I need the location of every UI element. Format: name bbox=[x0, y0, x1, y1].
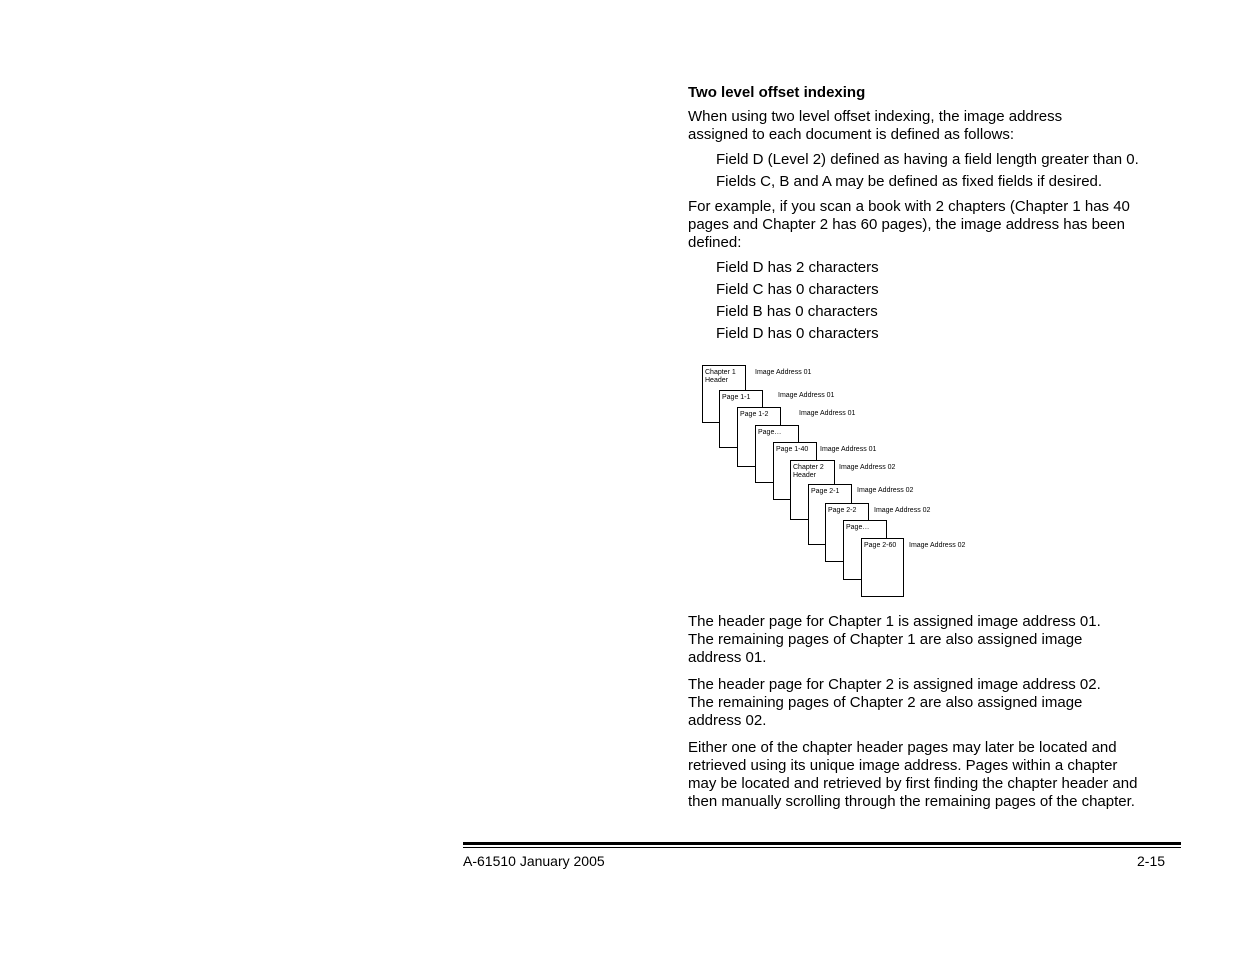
sheet-label: Page 1-40 bbox=[776, 446, 809, 453]
image-address-label: Image Address 02 bbox=[909, 542, 966, 549]
sheet-label: Chapter 1 Header bbox=[705, 369, 736, 384]
sheet-label: Page 2-1 bbox=[811, 488, 840, 495]
intro-paragraph: When using two level offset indexing, the image address assigned to each document is defined as follows: bbox=[688, 108, 1063, 143]
example-paragraph: For example, if you scan a book with 2 chapters (Chapter 1 has 40 pages and Chapter 2 has 60 pages), the image address has been defined: bbox=[688, 198, 1130, 251]
footer-doc-id: A-61510 January 2005 bbox=[463, 853, 605, 869]
sheet-label: Page 2-60 bbox=[864, 542, 897, 549]
sheet-label: Page… bbox=[758, 429, 782, 436]
sheet-label: Page… bbox=[846, 524, 870, 531]
chapter2-paragraph: The header page for Chapter 2 is assigned image address 02. The remaining pages of Chapter 2 are also assigned image address 02. bbox=[688, 676, 1101, 729]
section-heading: Two level offset indexing bbox=[688, 84, 866, 101]
sheet-label: Chapter 2 Header bbox=[793, 464, 824, 479]
image-address-label: Image Address 02 bbox=[874, 507, 931, 514]
footer-rule-thick bbox=[463, 842, 1181, 845]
image-address-label: Image Address 01 bbox=[755, 369, 812, 376]
example-field-item: Field D has 0 characters bbox=[716, 325, 879, 342]
example-field-item: Field C has 0 characters bbox=[716, 281, 879, 298]
image-address-label: Image Address 01 bbox=[820, 446, 877, 453]
example-field-item: Field B has 0 characters bbox=[716, 303, 878, 320]
retrieval-paragraph: Either one of the chapter header pages may later be located and retrieved using its unique image address. Pages within a chapter may be located and retrieved by first finding the chapter header and then manually scrolling through the remaining pages of the chapter. bbox=[688, 739, 1138, 810]
definition-item: Field D (Level 2) defined as having a field length greater than 0. bbox=[716, 151, 1139, 168]
image-address-label: Image Address 02 bbox=[857, 487, 914, 494]
image-address-label: Image Address 02 bbox=[839, 464, 896, 471]
page-sheet bbox=[861, 538, 904, 597]
image-address-diagram bbox=[700, 362, 1000, 602]
image-address-label: Image Address 01 bbox=[799, 410, 856, 417]
image-address-label: Image Address 01 bbox=[778, 392, 835, 399]
sheet-label: Page 1-2 bbox=[740, 411, 769, 418]
sheet-label: Page 1-1 bbox=[722, 394, 751, 401]
chapter1-paragraph: The header page for Chapter 1 is assigned image address 01. The remaining pages of Chapter 1 are also assigned image address 01. bbox=[688, 613, 1101, 666]
example-field-item: Field D has 2 characters bbox=[716, 259, 879, 276]
sheet-label: Page 2-2 bbox=[828, 507, 857, 514]
footer-page-number: 2-15 bbox=[1137, 853, 1166, 869]
footer-rule-thin bbox=[463, 847, 1181, 848]
definition-item: Fields C, B and A may be defined as fixed fields if desired. bbox=[716, 173, 1103, 190]
